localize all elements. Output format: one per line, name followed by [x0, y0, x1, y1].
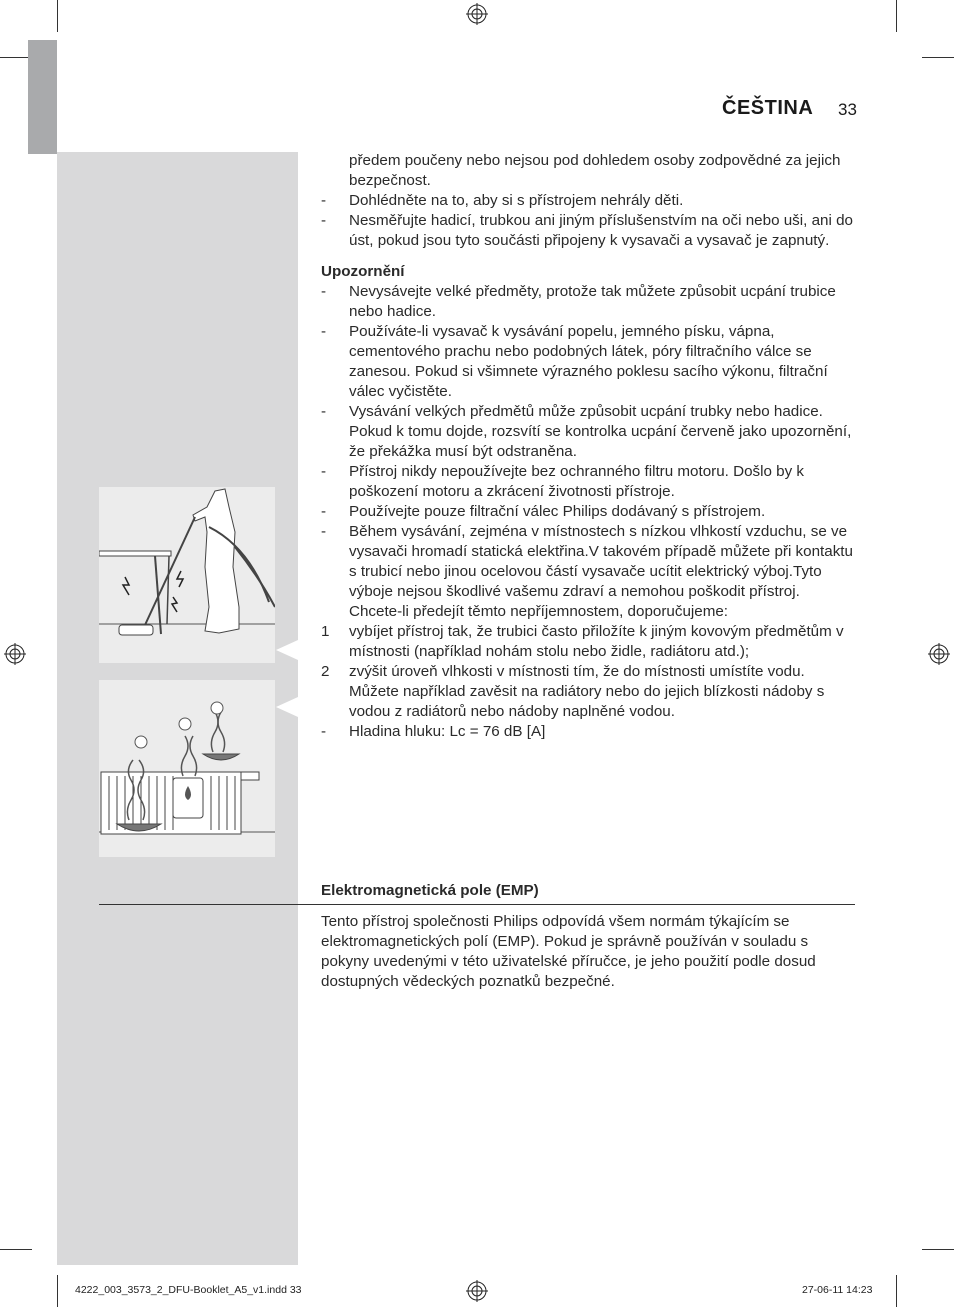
footer-date: 27-06-11 14:23 — [802, 1284, 873, 1296]
emp-heading: Elektromagnetická pole (EMP) — [321, 882, 539, 899]
radiator-humidity-illustration — [99, 680, 275, 857]
emp-body: Tento přístroj společnosti Philips odpovídá všem normám týkajícím se elektromagnetických polí (EMP). Pokud je správně používán v souladu s pokyny uvedenými v této uživatelské příručce, je jeho použití podle dosud dostupných vědeckých poznatků bezpečné. — [321, 913, 816, 990]
page-number: 33 — [838, 100, 857, 119]
registration-mark-icon — [466, 1280, 488, 1302]
registration-mark-icon — [466, 3, 488, 25]
caution-item — [321, 522, 857, 622]
caution-item — [321, 722, 857, 742]
caution-heading: Upozornění — [321, 263, 405, 280]
list-marker: - — [321, 523, 327, 540]
intro-continuation: předem poučeny nebo nejsou pod dohledem osoby zodpovědné za jejich bezpečnost. — [349, 152, 841, 189]
crop-mark — [0, 1249, 32, 1250]
caution-item — [321, 402, 857, 462]
list-item-text: Používejte pouze filtrační válec Philips dodávaný s přístrojem. — [349, 503, 766, 520]
illustration-pointer — [276, 697, 298, 717]
caution-numbered-item — [321, 622, 857, 662]
list-marker: - — [321, 192, 327, 209]
vacuum-static-illustration — [99, 487, 275, 663]
list-item-text: Vysávání velkých předmětů může způsobit ucpání trubky nebo hadice. Pokud k tomu dojde, rozsvítí se kontrolka ucpání červeně jako upozornění, že překážka musí být odstraněna. — [349, 403, 852, 460]
section-divider — [99, 904, 855, 905]
list-marker: - — [321, 403, 327, 420]
list-item-text: Během vysávání, zejména v místnostech s nízkou vlhkostí vzduchu, se ve vysavači hromadí statická elektřina.V takovém případě můžete při kontaktu s trubicí nebo jinou ocelovou částí vysavače ucítit elektrický výboj.Tyto výboje nejsou škodlivé vašemu zdraví a nemohou poškodit přístroj. Chcete-li předejít těmto nepříjemnostem, doporučujeme: — [349, 523, 853, 620]
list-marker: - — [321, 463, 327, 480]
list-item-text: Dohlédněte na to, aby si s přístrojem nehrály děti. — [349, 192, 684, 209]
caution-item — [321, 502, 857, 522]
list-number: 1 — [321, 623, 330, 640]
registration-mark-icon — [4, 643, 26, 665]
safety-text-column — [321, 151, 857, 742]
danger-item — [321, 191, 857, 211]
crop-mark — [896, 0, 897, 32]
crop-mark — [922, 57, 954, 58]
footer-filename: 4222_003_3573_2_DFU-Booklet_A5_v1.indd 33 — [75, 1284, 302, 1296]
caution-item — [321, 462, 857, 502]
registration-mark-icon — [928, 643, 950, 665]
caution-item — [321, 322, 857, 402]
list-marker: - — [321, 212, 327, 229]
list-item-text: Hladina hluku: Lc = 76 dB [A] — [349, 723, 546, 740]
list-number: 2 — [321, 663, 330, 680]
danger-item — [321, 211, 857, 251]
list-item-text: Nesměřujte hadicí, trubkou ani jiným příslušenstvím na oči nebo uši, ani do úst, pokud jsou tyto součásti připojeny k vysavači a vysavač je zapnutý. — [349, 212, 853, 249]
list-marker: - — [321, 723, 327, 740]
list-marker: - — [321, 283, 327, 300]
list-item-text: Přístroj nikdy nepoužívejte bez ochranného filtru motoru. Došlo by k poškození motoru a zkrácení životnosti přístroje. — [349, 463, 805, 500]
crop-mark — [922, 1249, 954, 1250]
list-item-text: Nevysávejte velké předměty, protože tak můžete způsobit ucpání trubice nebo hadice. — [349, 283, 836, 320]
crop-mark — [57, 0, 58, 32]
caution-numbered-item — [321, 662, 857, 722]
illustration-pointer — [276, 640, 298, 660]
list-marker: - — [321, 503, 327, 520]
caution-item — [321, 282, 857, 322]
list-marker: - — [321, 323, 327, 340]
language-tab — [28, 40, 57, 154]
list-item-text: zvýšit úroveň vlhkosti v místnosti tím, že do místnosti umístíte vodu. Můžete například zavěsit na radiátory nebo do jejich blízkosti nádoby s vodou z radiátorů nebo nádoby naplněné vodou. — [349, 663, 825, 720]
crop-mark — [57, 1275, 58, 1307]
crop-mark — [896, 1275, 897, 1307]
list-item-text: Používáte-li vysavač k vysávání popelu, jemného písku, vápna, cementového prachu nebo podobných látek, póry filtračního válce se zanesou. Pokud si všimnete výrazného poklesu sacího výkonu, filtrační válec vyčistěte. — [349, 323, 828, 400]
section-language-title: ČEŠTINA — [722, 97, 814, 119]
list-item-text: vybíjet přístroj tak, že trubici často přiložíte k jiným kovovým předmětům v místnosti (například nohám stolu nebo židle, radiátoru atd.); — [349, 623, 844, 660]
